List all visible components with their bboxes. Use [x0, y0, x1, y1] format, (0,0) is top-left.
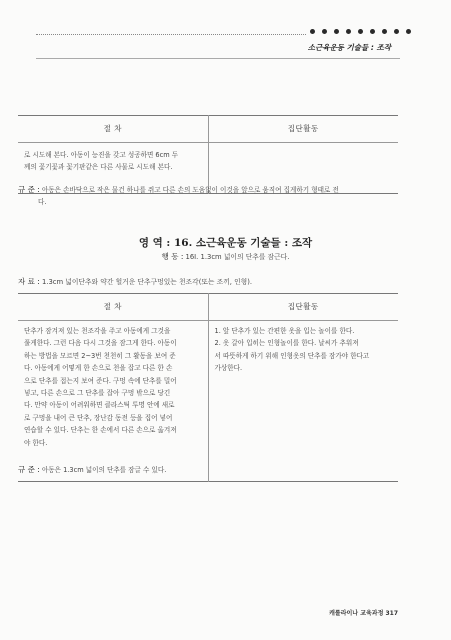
procedure-line: 다. 아동에게 어떻게 한 손으로 천을 잡고 다른 한 손: [24, 364, 173, 373]
materials-line: [18, 276, 252, 287]
procedure-line: 께의 꽃기꽃과 꽃기판같은 다른 사물로 시도해 본다.: [24, 163, 173, 172]
group-activity-line: 서 따뜻하게 하기 위해 인형옷의 단추를 잠가야 한다고: [214, 351, 370, 360]
procedure-cell: [18, 321, 208, 482]
criterion-2: [18, 464, 403, 476]
procedure-line: 으로 단추를 접는지 보여 준다. 구멍 속에 단추를 밀어: [24, 376, 177, 385]
group-activity-cell: [208, 321, 398, 482]
criterion-text-line: 다.: [38, 198, 47, 206]
column-header-group-activity: 집단활동: [287, 123, 319, 133]
table-row: [18, 321, 398, 482]
criterion-text-line: 아동은 손바닥으로 작은 물건 하나를 쥐고 다른 손의 도움없이 이것을 앞으로 움직여 집게하기 형태로 전: [41, 186, 339, 194]
materials-text: 1.3cm 넓이단추와 약간 헐거운 단추구멍있는 천조각(또는 조끼, 인형).: [41, 278, 253, 286]
page-footer: 캐롤라이나 교육과정 317: [329, 610, 398, 617]
procedure-line: 로 시도해 본다. 아동이 능진을 갖고 성공하면 6cm 두: [24, 151, 179, 159]
column-header-procedure: 절 차: [18, 116, 208, 143]
procedure-line: 다. 만약 아동이 어려워하면 클라스틱 투명 안에 새로: [24, 401, 175, 410]
behavior-label: 행 동 :: [161, 252, 184, 261]
procedure-line: 하는 방법을 모르면 2~3번 천천히 그 활동을 보여 준: [24, 351, 176, 360]
criterion-label: 규 준 :: [18, 185, 40, 194]
activity-table: [18, 293, 398, 482]
procedure-line: 연습할 수 있다. 단추는 한 손에서 다른 손으로 옮겨져: [24, 426, 177, 435]
criterion-1: [18, 184, 403, 208]
criterion-text: 아동은 1.3cm 넓이의 단추를 잠글 수 있다.: [41, 466, 167, 474]
behavior-text: 16I. 1.3cm 넓이의 단추를 잠근다.: [185, 253, 290, 261]
procedure-line: 넣고, 다른 손으로 그 단추를 잡아 구멍 밖으로 당긴: [24, 389, 171, 398]
criterion-label: 규 준 :: [18, 465, 40, 474]
header-dotted-line: [36, 34, 306, 35]
group-activity-line: 2. 옷 갈아 입히는 인형놀이를 한다. 날씨가 추워져: [214, 339, 359, 348]
procedure-line: 로 구멍을 내어 큰 단추, 장난감 동전 등을 집어 넣어: [24, 413, 173, 422]
header-dots-decoration: [310, 29, 411, 34]
procedure-line: 단추가 잠겨져 있는 천조각을 주고 아동에게 그것을: [24, 327, 171, 335]
activity-table-continued: [18, 115, 398, 194]
group-activity-line: 가상한다.: [214, 364, 243, 373]
group-activity-line: 1. 앞 단추가 있는 간편한 옷을 입는 놀이를 한다.: [214, 327, 355, 335]
column-header-procedure: 절 차: [18, 294, 208, 321]
materials-label: 자 료 :: [18, 277, 40, 286]
behavior-line: [0, 251, 451, 262]
procedure-line: 풀게한다. 그런 다음 다시 그것을 잠그게 한다. 아동이: [24, 339, 177, 348]
running-header-title: 소근육운동 기술들 : 조작: [307, 43, 391, 52]
header-rule: [36, 58, 400, 59]
procedure-line: 야 한다.: [24, 438, 48, 447]
column-header-group-activity: 집단활동: [287, 301, 319, 311]
section-title: 영 역 : 16. 소근육운동 기술들 : 조작: [138, 237, 313, 249]
